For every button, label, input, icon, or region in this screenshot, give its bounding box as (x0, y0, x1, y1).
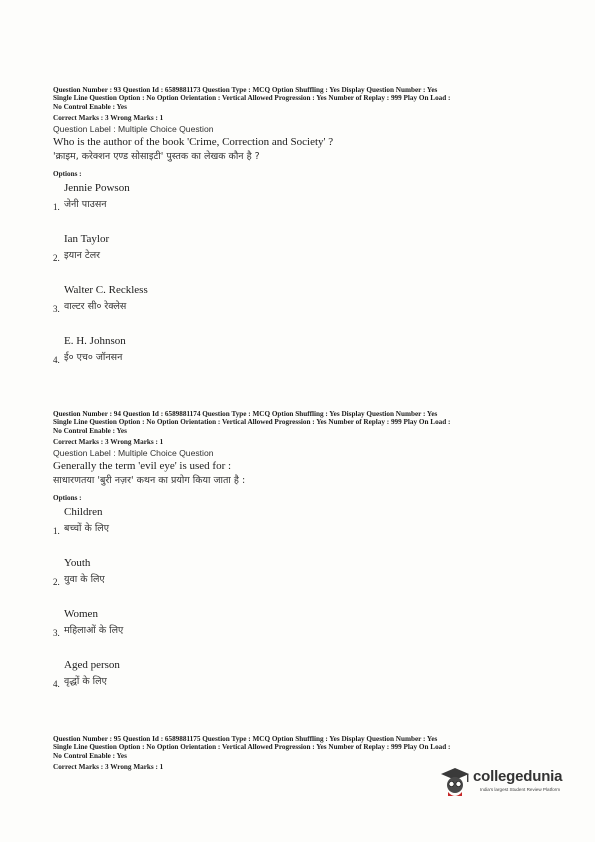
question-label: Question Label : Multiple Choice Question (53, 448, 214, 459)
option-text-hindi: युवा के लिए (64, 574, 105, 586)
marks: Correct Marks : 3 Wrong Marks : 1 (53, 114, 164, 123)
option-number: 4. (53, 355, 60, 366)
option-4 (53, 655, 543, 706)
marks: Correct Marks : 3 Wrong Marks : 1 (53, 763, 164, 772)
option-4 (53, 331, 543, 382)
collegedunia-logo (440, 762, 580, 806)
option-text-english: Women (64, 608, 98, 621)
option-number: 3. (53, 304, 60, 315)
option-number: 2. (53, 577, 60, 588)
options-heading: Options : (53, 170, 82, 179)
option-text-english: Aged person (64, 659, 120, 672)
option-2 (53, 229, 543, 280)
option-text-hindi: बच्चों के लिए (64, 523, 109, 535)
option-text-hindi: इयान टेलर (64, 250, 101, 262)
question-meta: Question Number : 93 Question Id : 6589881173 Question Type : MCQ Option Shuffling : Yes Display Question Number : Yes Single Line Question Option : No Option Orientation : Vertical Allowed Progression : Yes Number of Replay : 999 Play On Load : No Control Enable : Yes (53, 86, 451, 111)
logo-name: collegedunia (473, 768, 563, 785)
option-text-english: Jennie Powson (64, 182, 130, 195)
option-text-english: Children (64, 506, 103, 519)
question-meta: Question Number : 94 Question Id : 6589881174 Question Type : MCQ Option Shuffling : Yes Display Question Number : Yes Single Line Question Option : No Option Orientation : Vertical Allowed Progression : Yes Number of Replay : 999 Play On Load : No Control Enable : Yes (53, 410, 451, 435)
option-1 (53, 502, 543, 553)
option-3 (53, 604, 543, 655)
option-3 (53, 280, 543, 331)
question-label: Question Label : Multiple Choice Question (53, 124, 214, 135)
marks: Correct Marks : 3 Wrong Marks : 1 (53, 438, 164, 447)
question-text-hindi: 'क्राइम, करेक्शन एण्ड सोसाइटी' पुस्तक का लेखक कौन है ? (53, 151, 260, 163)
option-number: 1. (53, 526, 60, 537)
option-text-hindi: वाल्टर सी० रेक्लेस (64, 301, 127, 313)
question-text-hindi: साधारणतया 'बुरी नज़र' कथन का प्रयोग किया जाता है : (53, 475, 246, 487)
option-text-english: Ian Taylor (64, 233, 110, 246)
option-text-hindi: वृद्धों के लिए (64, 676, 107, 688)
question-94 (53, 410, 543, 706)
options-heading: Options : (53, 494, 82, 503)
option-number: 3. (53, 628, 60, 639)
graduate-mascot-icon (440, 766, 470, 798)
option-text-hindi: महिलाओं के लिए (64, 625, 124, 637)
option-text-english: Walter C. Reckless (64, 284, 148, 297)
option-number: 1. (53, 202, 60, 213)
option-number: 4. (53, 679, 60, 690)
option-1 (53, 178, 543, 229)
option-text-hindi: जेनी पाउसन (64, 199, 107, 211)
question-93 (53, 86, 543, 382)
option-text-hindi: ई० एच० जॉनसन (64, 352, 123, 364)
question-text-english: Generally the term 'evil eye' is used for : (53, 460, 232, 473)
option-text-english: Youth (64, 557, 91, 570)
option-number: 2. (53, 253, 60, 264)
logo-tagline: India's largest Student Review Platform (480, 787, 561, 792)
option-text-english: E. H. Johnson (64, 335, 126, 348)
question-text-english: Who is the author of the book 'Crime, Correction and Society' ? (53, 136, 334, 149)
option-2 (53, 553, 543, 604)
question-meta: Question Number : 95 Question Id : 6589881175 Question Type : MCQ Option Shuffling : Yes Display Question Number : Yes Single Line Question Option : No Option Orientation : Vertical Allowed Progression : Yes Number of Replay : 999 Play On Load : No Control Enable : Yes (53, 735, 451, 760)
